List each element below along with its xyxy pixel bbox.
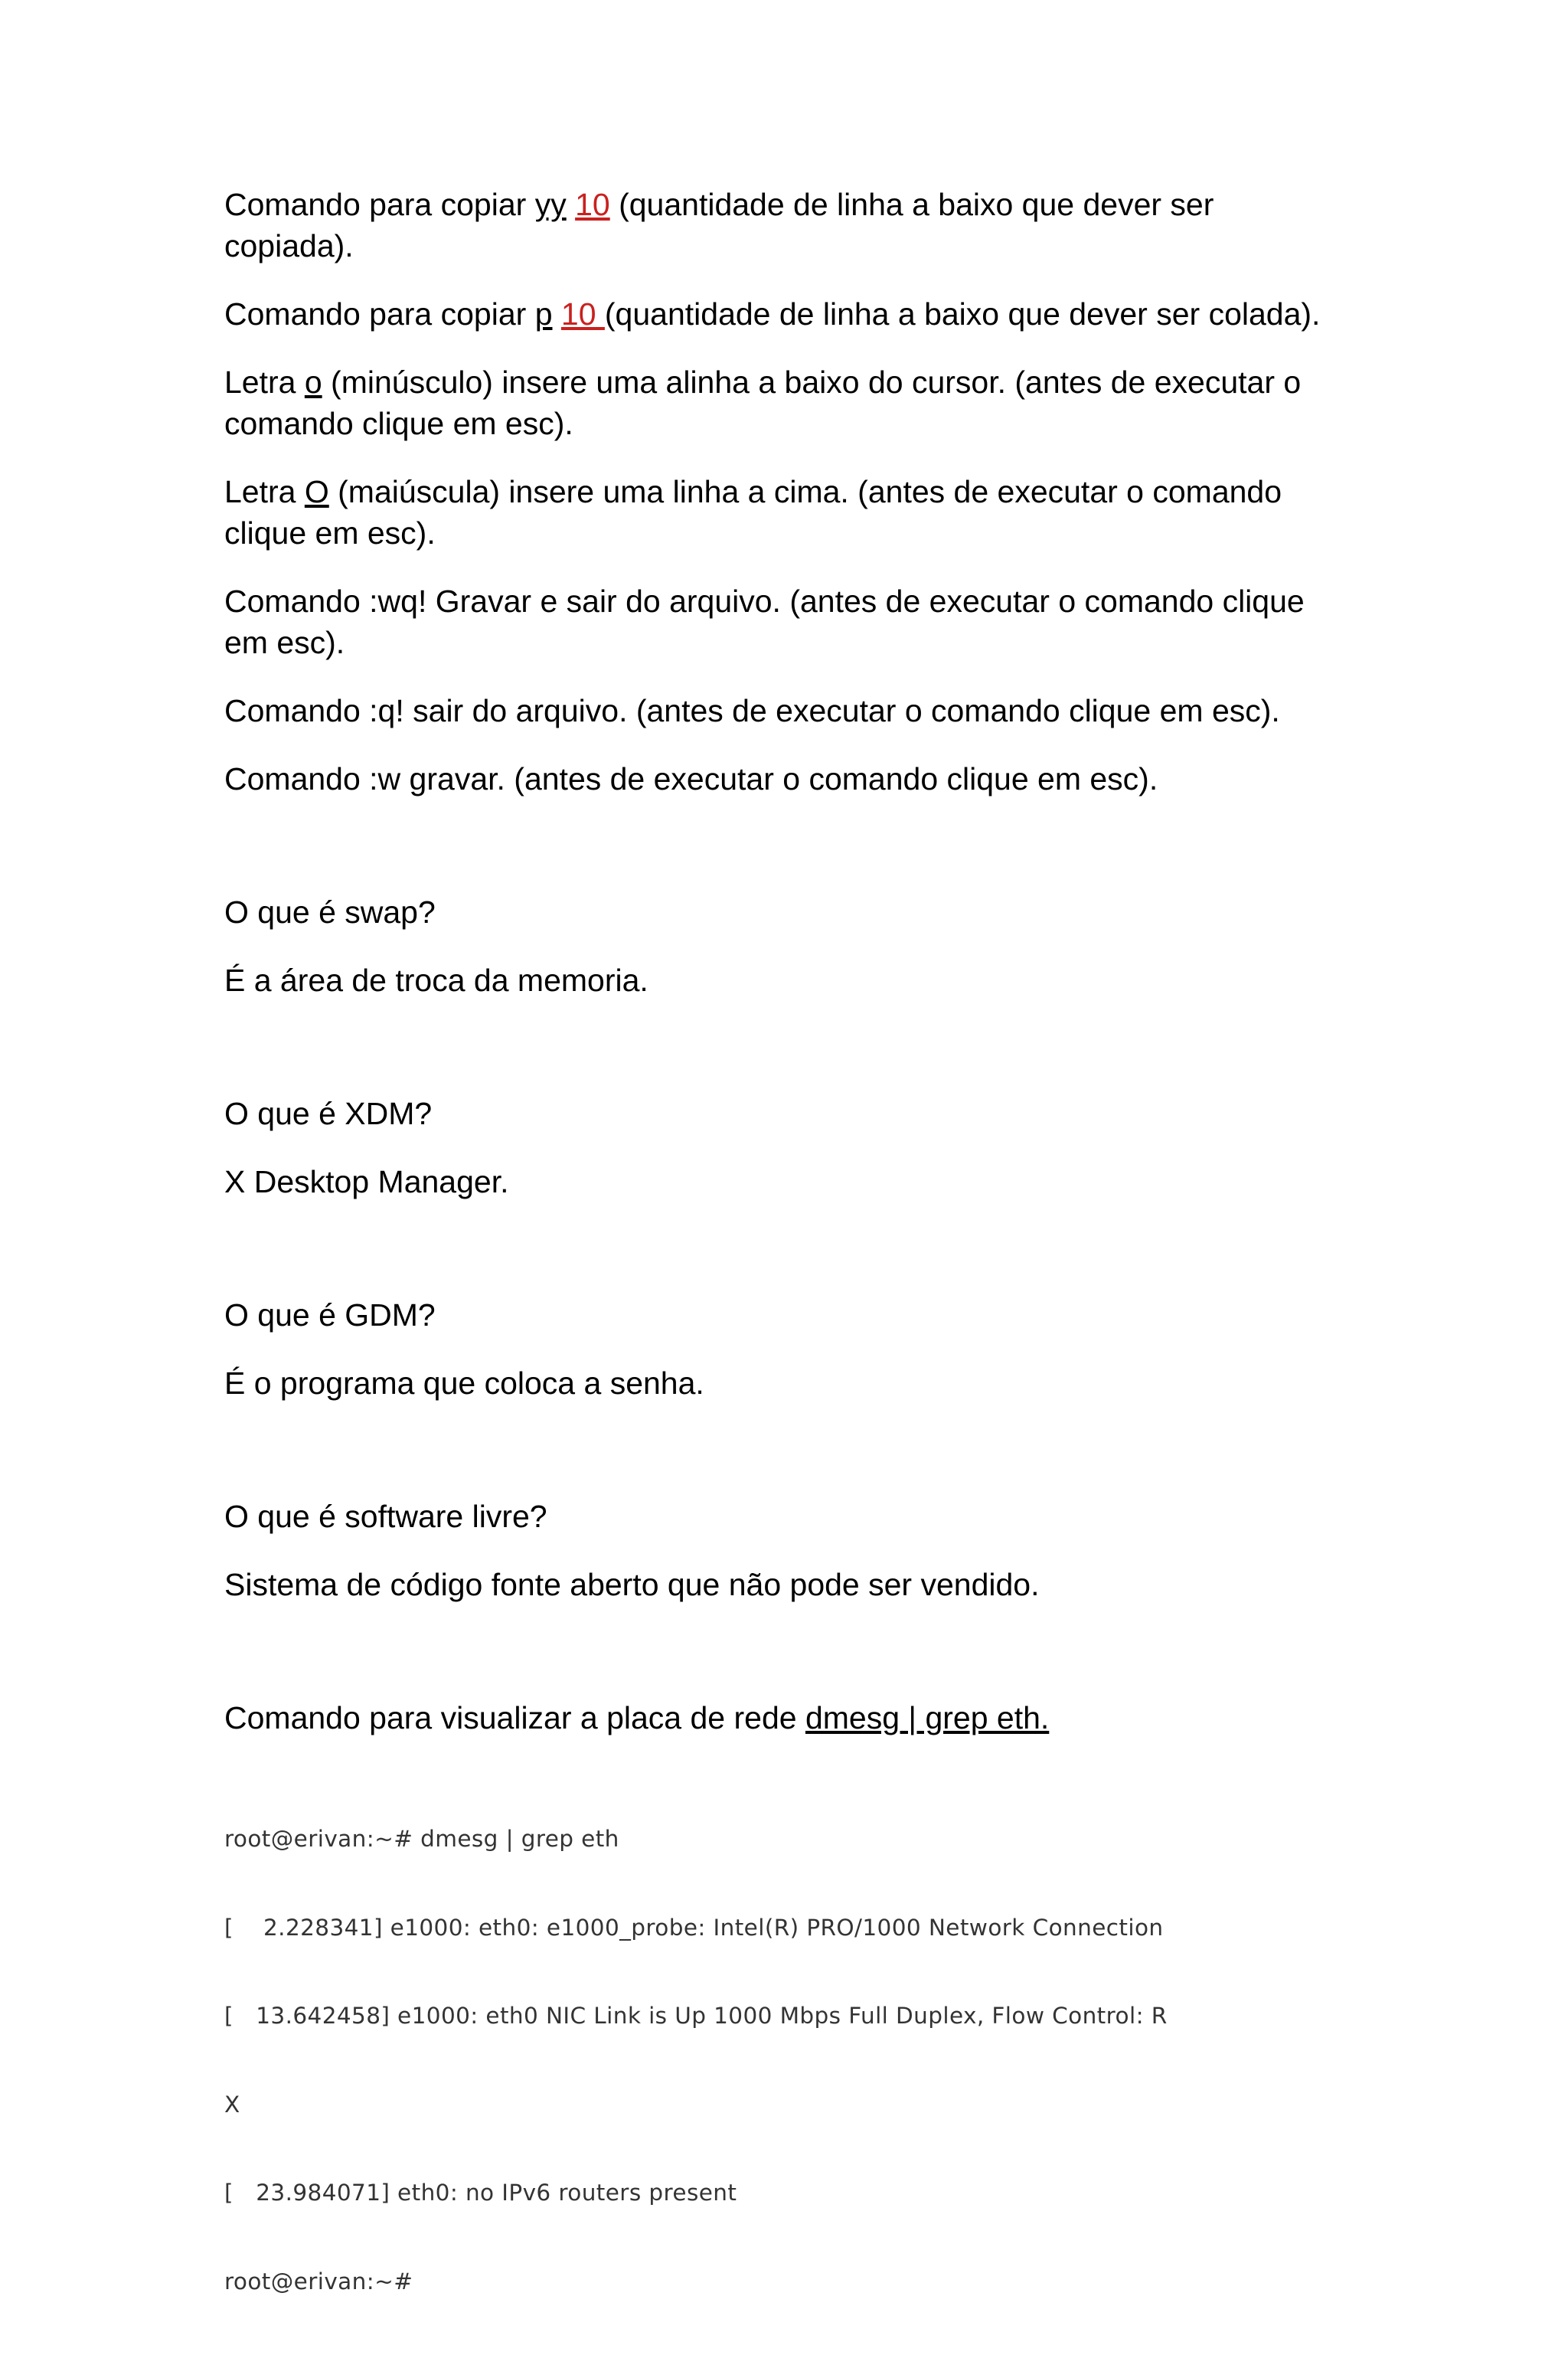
paragraph-copy-p — [224, 293, 1342, 335]
terminal-line: root@erivan:~# — [224, 2268, 413, 2294]
command-o: o — [304, 365, 322, 400]
question-software-livre: O que é software livre? — [224, 1499, 547, 1534]
paragraph-network-command — [224, 1697, 1342, 1738]
command-p: p — [534, 296, 553, 332]
text: Letra — [224, 365, 305, 400]
spacer — [224, 1229, 1342, 1294]
spacer — [224, 1431, 1342, 1496]
text: Comando para visualizar a placa de rede — [224, 1700, 805, 1735]
question-xdm: O que é XDM? — [224, 1096, 433, 1131]
text: Comando para copiar — [224, 187, 535, 222]
answer-swap: É a área de troca da memoria. — [224, 963, 648, 998]
spacer — [224, 1632, 1342, 1697]
paragraph-letter-O — [224, 471, 1342, 554]
terminal-line: [ 2.228341] e1000: eth0: e1000_probe: Intel(R) PRO/1000 Network Connection — [224, 1914, 1164, 1941]
terminal-line: [ 13.642458] e1000: eth0 NIC Link is Up 1000 Mbps Full Duplex, Flow Control: R — [224, 2003, 1168, 2029]
paragraph-w: Comando :w gravar. (antes de executar o comando clique em esc). — [224, 761, 1158, 796]
text: Letra — [224, 474, 305, 509]
answer-xdm: X Desktop Manager. — [224, 1164, 509, 1199]
number-highlight: 10 — [560, 296, 605, 332]
command-O: O — [304, 474, 329, 509]
terminal-line: root@erivan:~# dmesg | grep eth — [224, 1826, 619, 1852]
paragraph-q: Comando :q! sair do arquivo. (antes de executar o comando clique em esc). — [224, 693, 1280, 728]
document-page — [224, 184, 1342, 2294]
command-yy: yy — [534, 187, 567, 222]
paragraph-copy-yy — [224, 184, 1342, 267]
spacer — [224, 1028, 1342, 1093]
terminal-screenshot — [224, 1765, 1334, 2294]
text: (minúsculo) insere uma alinha a baixo do cursor. (antes de executar o comando clique em esc). — [224, 365, 1302, 441]
text: Comando para copiar — [224, 296, 535, 332]
command-dmesg: dmesg | grep eth. — [805, 1700, 1050, 1735]
answer-software-livre: Sistema de código fonte aberto que não pode ser vendido. — [224, 1567, 1040, 1602]
text: (quantidade de linha a baixo que dever ser colada). — [604, 296, 1321, 332]
spacer — [224, 826, 1342, 891]
paragraph-wq: Comando :wq! Gravar e sair do arquivo. (antes de executar o comando clique em esc). — [224, 584, 1305, 660]
question-swap: O que é swap? — [224, 895, 436, 930]
text: (maiúscula) insere uma linha a cima. (antes de executar o comando clique em esc). — [224, 474, 1282, 551]
answer-gdm: É o programa que coloca a senha. — [224, 1366, 704, 1401]
terminal-line: X — [224, 2091, 240, 2118]
paragraph-letter-o — [224, 361, 1342, 444]
question-gdm: O que é GDM? — [224, 1297, 436, 1333]
number-highlight: 10 — [575, 187, 610, 222]
text: (quantidade de linha a baixo que dever ser copiada). — [224, 187, 1214, 263]
terminal-line: [ 23.984071] eth0: no IPv6 routers present — [224, 2180, 737, 2206]
